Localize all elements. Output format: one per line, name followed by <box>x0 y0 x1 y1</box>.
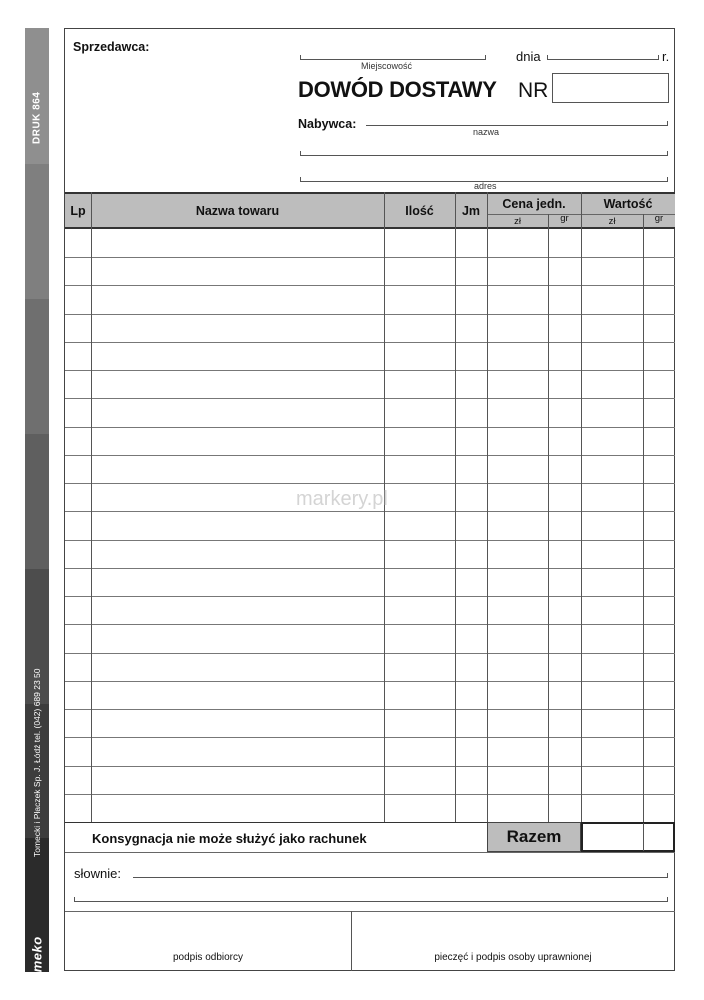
name-caption: nazwa <box>473 127 500 137</box>
number-field[interactable] <box>552 73 669 103</box>
line-tick <box>667 873 668 877</box>
table-row[interactable] <box>65 624 675 652</box>
publisher-logo: emeko <box>29 936 45 980</box>
line-tick <box>300 177 301 181</box>
column-lp: Lp <box>70 203 86 218</box>
document-title: DOWÓD DOSTAWY <box>298 77 497 102</box>
table-row[interactable] <box>65 737 675 765</box>
table-row[interactable] <box>65 568 675 596</box>
line-tick <box>485 55 486 59</box>
total-label: Razem <box>487 822 581 852</box>
authorized-signature-label: pieczęć i podpis osoby uprawnionej <box>434 952 592 963</box>
consignment-note: Konsygnacja nie może służyć jako rachunek <box>92 831 367 846</box>
table-row[interactable] <box>65 709 675 737</box>
side-spine <box>25 28 49 980</box>
line-tick <box>667 151 668 155</box>
place-line[interactable] <box>300 59 486 60</box>
column-unit-price: Cena jedn. <box>502 197 566 211</box>
footer-divider <box>65 852 675 853</box>
column-divider <box>643 214 644 822</box>
table-row[interactable] <box>65 398 675 426</box>
table-row[interactable] <box>65 229 675 257</box>
line-tick <box>658 55 659 59</box>
column-divider <box>548 214 549 822</box>
column-divider <box>487 192 488 822</box>
column-divider <box>581 192 582 822</box>
column-divider <box>91 192 92 822</box>
line-tick <box>667 897 668 901</box>
buyer-label: Nabywca: <box>298 117 357 131</box>
buyer-name-line[interactable] <box>366 125 668 126</box>
address-caption: adres <box>474 181 497 191</box>
date-line[interactable] <box>547 59 659 60</box>
form-code: DRUK 864 <box>31 91 43 145</box>
subcol-zl-value: zł <box>608 215 616 227</box>
place-caption: Miejscowość <box>361 61 413 71</box>
total-divider <box>643 823 644 851</box>
year-suffix: r. <box>662 49 670 64</box>
table-row[interactable] <box>65 427 675 455</box>
column-divider <box>455 192 456 822</box>
spine-segment <box>25 164 49 299</box>
table-row[interactable] <box>65 653 675 681</box>
subcol-gr-value: gr <box>654 212 664 224</box>
column-value: Wartość <box>603 197 653 211</box>
buyer-line-2[interactable] <box>300 155 668 156</box>
spine-segment <box>25 434 49 569</box>
table-row[interactable] <box>65 257 675 285</box>
line-tick <box>74 897 75 901</box>
watermark: markery.pl <box>296 488 388 510</box>
in-words-line[interactable] <box>133 877 668 878</box>
line-tick <box>300 55 301 59</box>
table-row[interactable] <box>65 455 675 483</box>
table-row[interactable] <box>65 766 675 794</box>
publisher-info: Tomecki i Płaczek Sp. J. Łódź tel. (042) 689 23 50 <box>32 668 42 858</box>
number-label: NR <box>518 79 549 102</box>
table-row[interactable] <box>65 342 675 370</box>
column-unit: Jm <box>461 203 481 218</box>
line-tick <box>300 151 301 155</box>
table-row[interactable] <box>65 370 675 398</box>
date-label: dnia <box>516 49 541 64</box>
line-tick <box>667 121 668 125</box>
line-tick <box>667 177 668 181</box>
table-row[interactable] <box>65 285 675 313</box>
line-tick <box>547 55 548 59</box>
total-value-box[interactable] <box>581 822 675 852</box>
items-table-body <box>65 229 675 822</box>
table-row[interactable] <box>65 314 675 342</box>
table-row[interactable] <box>65 681 675 709</box>
table-row[interactable] <box>65 540 675 568</box>
in-words-line-2[interactable] <box>74 901 668 902</box>
table-row[interactable] <box>65 596 675 624</box>
column-qty: Ilość <box>405 203 434 218</box>
subcol-zl-price: zł <box>514 215 521 227</box>
table-row[interactable] <box>65 794 675 822</box>
table-row[interactable] <box>65 511 675 539</box>
in-words-label: słownie: <box>74 866 121 881</box>
column-name: Nazwa towaru <box>195 203 280 218</box>
subcol-gr-price: gr <box>560 212 569 224</box>
receiver-signature-label: podpis odbiorcy <box>172 952 244 963</box>
seller-label: Sprzedawca: <box>73 40 150 54</box>
spine-segment <box>25 299 49 434</box>
